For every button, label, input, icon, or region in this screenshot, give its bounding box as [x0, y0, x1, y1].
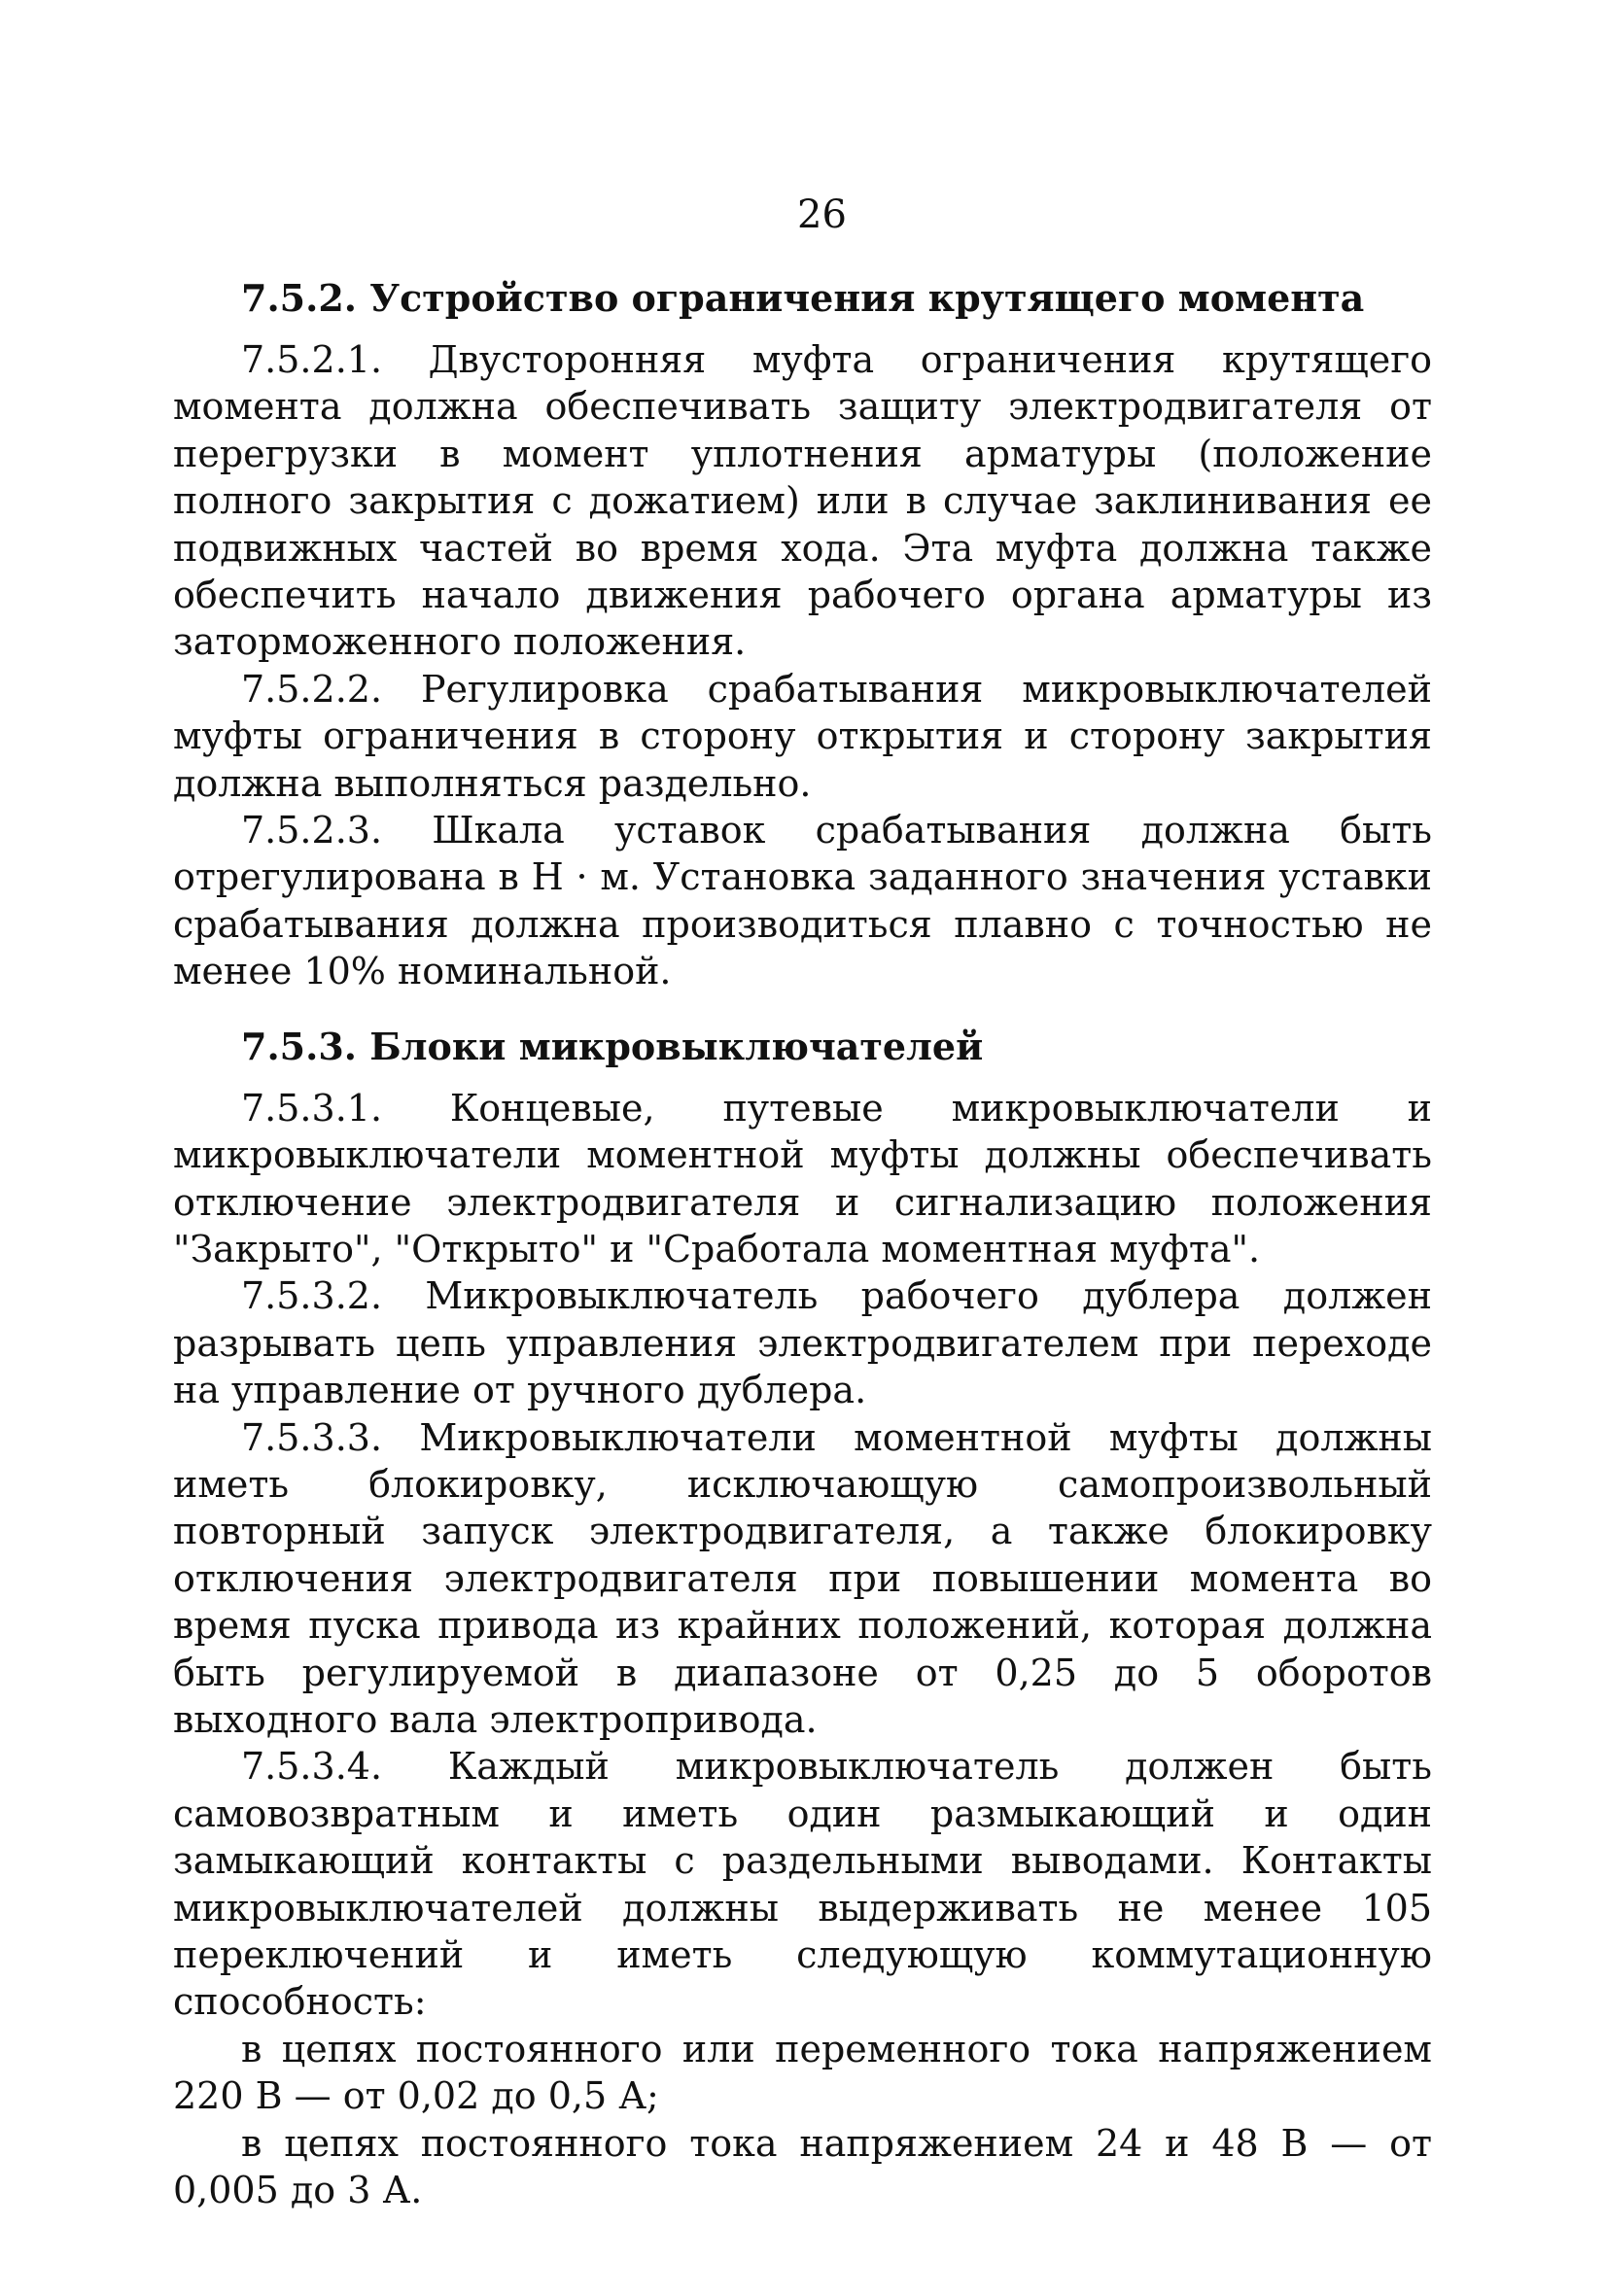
paragraph-7-5-3-4: 7.5.3.4. Каждый микровыключатель должен быть самовозвратным и иметь один размыкающий и один замыкающий контакты с раздельными выводами. Контакты микровыключателей должны выдерживать не менее 105 переключений и иметь следующую коммутационную способность:	[173, 1745, 1432, 2024]
paragraph-7-5-2-1: 7.5.2.1. Двусторонняя муфта ограничения крутящего момента должна обеспечивать защиту электродвигателя от перегрузки в момент уплотнения арматуры (положение полного закрытия с дожатием) или в случае заклинивания ее подвижных частей во время хода. Эта муфта должна также обеспечить начало движения рабочего органа арматуры из заторможенного положения.	[173, 338, 1432, 664]
paragraph-7-5-3-3: 7.5.3.3. Микровыключатели моментной муфты должны иметь блокировку, исключающую самопроизвольный повторный запуск электродвигателя, а также блокировку отключения электродвигателя при повышении момента во время пуска привода из крайних положений, которая должна быть регулируемой в диапазоне от 0,25 до 5 оборотов выходного вала электропривода.	[173, 1415, 1432, 1741]
paragraph-7-5-2-3: 7.5.2.3. Шкала уставок срабатывания должна быть отрегулирована в Н · м. Установка заданного значения уставки срабатывания должна производиться плавно с точностью не менее 10% номинальной.	[173, 809, 1432, 993]
paragraph-7-5-3-1: 7.5.3.1. Концевые, путевые микровыключатели и микровыключатели моментной муфты должны обеспечивать отключение электродвигателя и сигнализацию положения "Закрыто", "Открыто" и "Сработала моментная муфта".	[173, 1086, 1432, 1270]
paragraph-7-5-2-2: 7.5.2.2. Регулировка срабатывания микровыключателей муфты ограничения в сторону открытия и сторону закрытия должна выполняться раздельно.	[173, 667, 1432, 805]
paragraph-7-5-3-2: 7.5.3.2. Микровыключатель рабочего дублера должен разрывать цепь управления электродвигателем при переходе на управление от ручного дублера.	[173, 1274, 1432, 1412]
paragraph-ac-dc-220v: в цепях постоянного или переменного тока напряжением 220 В — от 0,02 до 0,5 А;	[173, 2027, 1432, 2118]
section-heading-7-5-3: 7.5.3. Блоки микровыключателей	[241, 1024, 984, 1068]
paragraph-dc-24-48v: в цепях постоянного тока напряжением 24 и 48 В — от 0,005 до 3 А.	[173, 2121, 1432, 2212]
page-number: 26	[797, 192, 847, 237]
document-page	[173, 191, 1432, 2213]
section-heading-7-5-2: 7.5.2. Устройство ограничения крутящего момента	[241, 276, 1365, 320]
